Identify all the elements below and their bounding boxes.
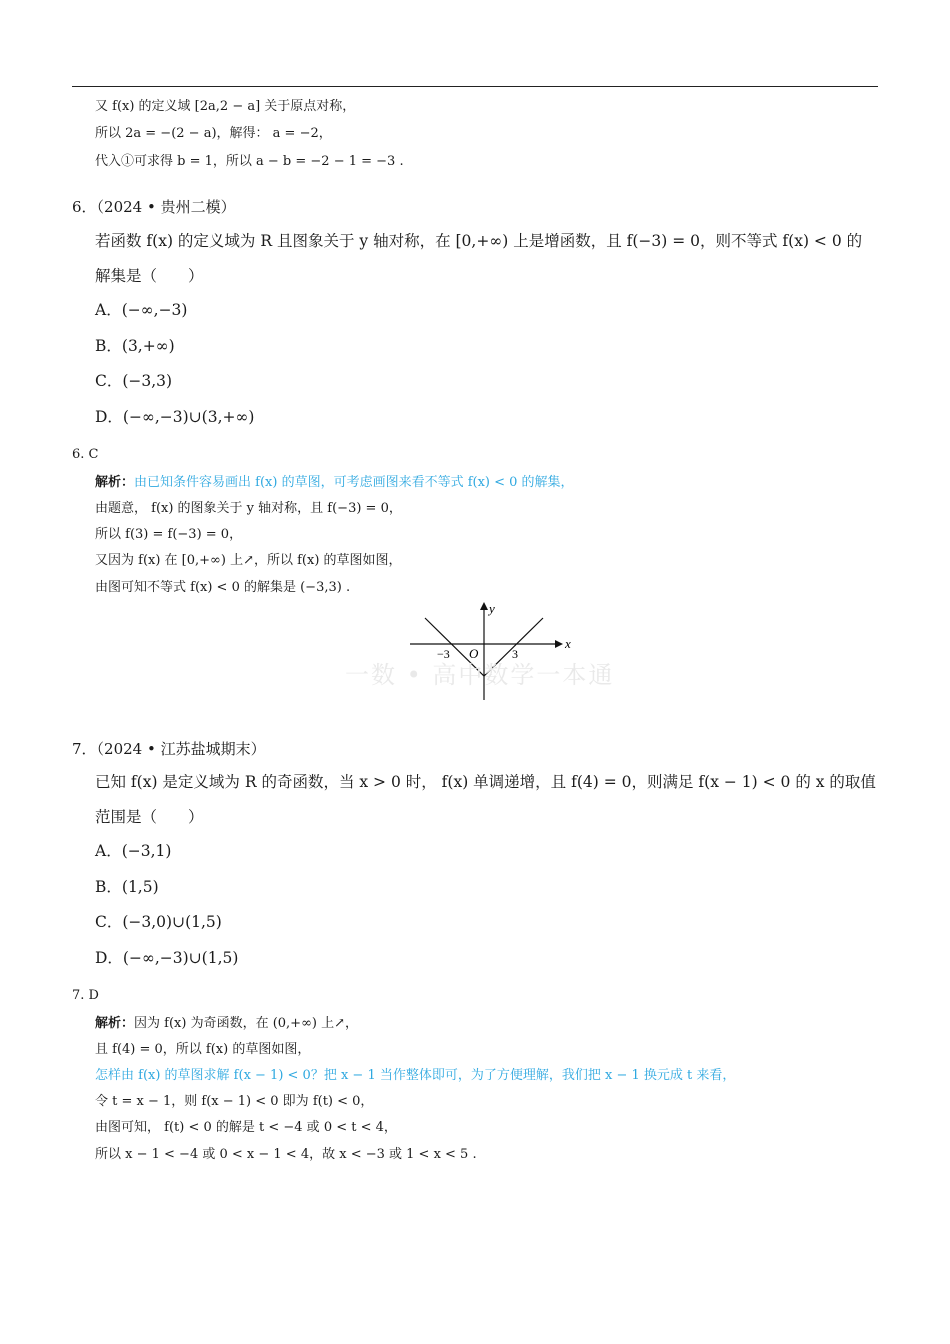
- analysis-label: 解析：: [95, 1016, 135, 1031]
- question-6-stem-cont: 解集是（ ）: [95, 267, 204, 285]
- analysis-line: 由图可知， f(t) < 0 的解是 t < −4 或 0 < t < 4，: [95, 1120, 397, 1135]
- question-6-header: 6．（2024 • 贵州二模）: [72, 198, 236, 216]
- analysis-7-line: [95, 1012, 358, 1031]
- watermark: 一数 • 高中数学一本通: [345, 661, 615, 689]
- option-d: D．(−∞,−3)∪(3,+∞): [95, 408, 255, 426]
- question-7-header: 7．（2024 • 江苏盐城期末）: [72, 740, 266, 758]
- x-axis-label: x: [565, 636, 571, 651]
- analysis-line: 由题意， f(x) 的图象关于 y 轴对称，且 f(−3) = 0，: [95, 501, 402, 516]
- analysis-line: 且 f(4) = 0，所以 f(x) 的草图如图，: [95, 1042, 311, 1057]
- option-a: A．(−∞,−3): [95, 301, 188, 319]
- option-a: A．(−3,1): [95, 842, 172, 860]
- analysis-6-line: [95, 471, 574, 490]
- solution-line: 所以 2a = −(2 − a)，解得： a = −2，: [95, 126, 332, 141]
- answer-6: 6. C: [72, 447, 99, 462]
- right-root-label: 3: [512, 647, 518, 661]
- origin-label: O: [469, 646, 479, 661]
- option-b: B．(1,5): [95, 878, 159, 896]
- analysis-line: 所以 x − 1 < −4 或 0 < x − 1 < 4，故 x < −3 或 1 < x < 5 .: [95, 1147, 477, 1162]
- x-axis-arrow-icon: [555, 640, 563, 648]
- analysis-line: 所以 f(3) = f(−3) = 0，: [95, 527, 243, 542]
- y-axis-label: y: [489, 601, 495, 616]
- solution-line: 又 f(x) 的定义域 [2a,2 − a] 关于原点对称，: [95, 99, 356, 114]
- answer-7: 7. D: [72, 988, 99, 1003]
- y-axis-arrow-icon: [480, 602, 488, 610]
- analysis-hint: 由已知条件容易画出 f(x) 的草图，可考虑画图来看不等式 f(x) < 0 的解集，: [134, 475, 574, 490]
- left-root-label: −3: [437, 647, 450, 661]
- question-7-stem: 已知 f(x) 是定义域为 R 的奇函数，当 x > 0 时， f(x) 单调递增，且 f(4) = 0，则满足 f(x − 1) < 0 的 x 的取值: [95, 773, 876, 791]
- analysis-line: 令 t = x − 1，则 f(x − 1) < 0 即为 f(t) < 0，: [95, 1094, 374, 1109]
- option-b: B．(3,+∞): [95, 337, 175, 355]
- analysis-text: 因为 f(x) 为奇函数，在 (0,+∞) 上↗，: [134, 1016, 358, 1031]
- question-7-stem-cont: 范围是（ ）: [95, 808, 204, 826]
- analysis-hint: 怎样由 f(x) 的草图求解 f(x − 1) < 0？把 x − 1 当作整体即可，为了方便理解，我们把 x − 1 换元成 t 来看，: [95, 1068, 736, 1083]
- header-rule: [72, 86, 878, 87]
- option-c: C．(−3,0)∪(1,5): [95, 913, 222, 931]
- analysis-line: 又因为 f(x) 在 [0,+∞) 上↗，所以 f(x) 的草图如图，: [95, 553, 402, 568]
- analysis-label: 解析：: [95, 475, 135, 490]
- option-c: C．(−3,3): [95, 372, 173, 390]
- solution-line: 代入①可求得 b = 1，所以 a − b = −2 − 1 = −3 .: [95, 154, 404, 169]
- question-6-stem: 若函数 f(x) 的定义域为 R 且图象关于 y 轴对称，在 [0,+∞) 上是增函数，且 f(−3) = 0，则不等式 f(x) < 0 的: [95, 232, 863, 250]
- analysis-line: 由图可知不等式 f(x) < 0 的解集是 (−3,3) .: [95, 580, 351, 595]
- option-d: D．(−∞,−3)∪(1,5): [95, 949, 239, 967]
